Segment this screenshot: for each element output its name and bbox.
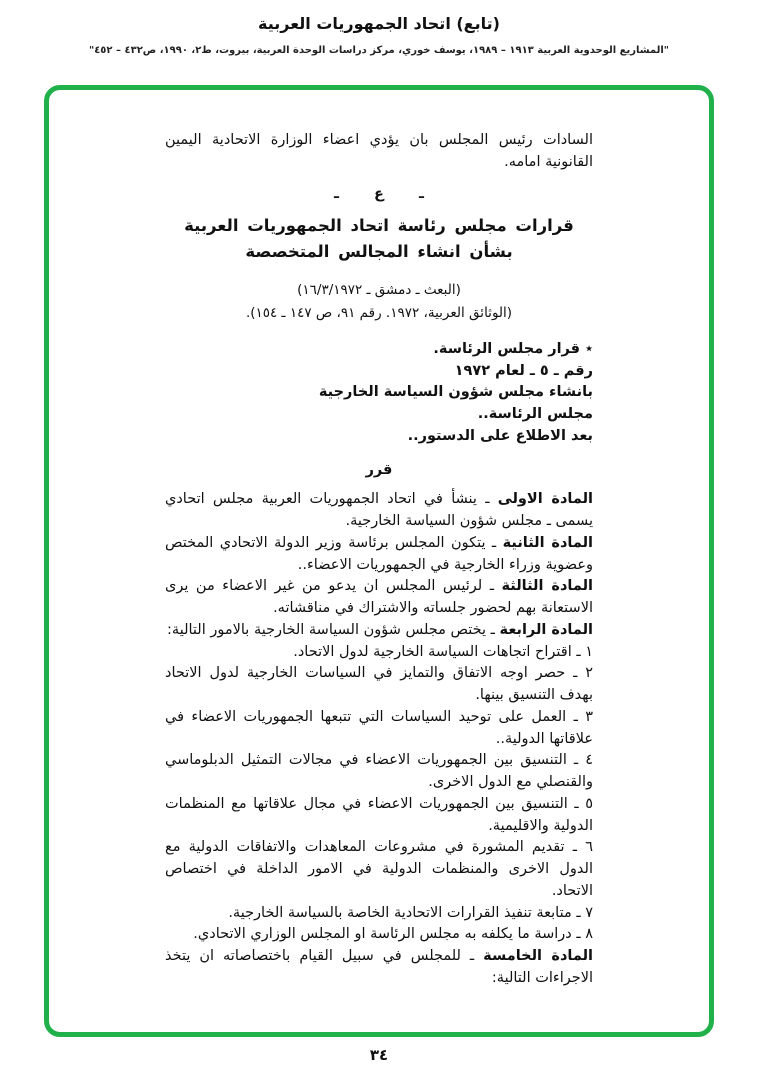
header-title: (تابع) اتحاد الجمهوريات العربية [258,14,500,33]
content-blocks [49,90,709,1020]
article-lead: المادة الخامسة [483,948,594,965]
numbered-item: ٤ ـ التنسيق بين الجمهوريات الاعضاء في مجالات التمثيل الدبلوماسي والقنصلي مع الدول الاخرى. [165,752,593,791]
numbered-item: ٣ ـ العمل على توحيد السياسات التي تتبعها الجمهوريات الاعضاء في علاقاتها الدولية.. [165,708,593,747]
numbered-item: ٥ ـ التنسيق بين الجمهوريات الاعضاء في مجال علاقاتها مع المنظمات الدولية والاقليمية. [165,795,593,834]
article-lead: المادة الثالثة [501,578,593,595]
numbered-item: ٢ ـ حصر اوجه الاتفاق والتمايز في السياسات الخارجية لدول الاتحاد بهدف التنسيق بينها. [165,665,593,704]
article-paragraph: المادة الثالثة ـ لرئيس المجلس ان يدعو من غير الاعضاء من يرى الاستعانة بهم لحضور جلساته والاشتراك في مناقشاته. [165,578,593,617]
section-divider: ـ ع ـ [334,185,424,202]
page-number: ٣٤ [369,1046,389,1064]
green-border-frame [44,85,714,1037]
decree-word: قرر [365,461,393,478]
decree-line: بعد الاطلاع على الدستور.. [407,427,593,444]
article-paragraph: المادة الخامسة ـ للمجلس في سبيل القيام باختصاصاته ان يتخذ الاجراءات التالية: [165,948,594,986]
article-paragraph: المادة الاولى ـ ينشأ في اتحاد الجمهوريات العربية مجلس اتحادي يسمى ـ مجلس شؤون السياسة الخارجية. [165,491,593,530]
article-paragraph: المادة الثانية ـ يتكون المجلس برئاسة وزير الدولة الاتحادي المختص وعضوية وزراء الخارجية في الجمهوريات الاعضاء.. [165,534,593,573]
paragraph: السادات رئيس المجلس بان يؤدي اعضاء الوزارة الاتحادية اليمين القانونية امامه. [165,132,593,170]
decree-line: ٭ قرار مجلس الرئاسة. [433,340,593,357]
numbered-item: ١ ـ اقتراح اتجاهات السياسة الخارجية لدول الاتحاد. [293,643,593,660]
document-title: قرارات مجلس رئاسة اتحاد الجمهوريات العربية [184,216,574,236]
decree-line: بانشاء مجلس شؤون السياسة الخارجية [318,384,593,401]
citation-line: (الوثائق العربية، ١٩٧٢. رقم ٩١، ص ١٤٧ ـ ١٥٤). [245,304,513,321]
document-title: بشأن انشاء المجالس المتخصصة [245,241,513,261]
numbered-item: ٧ ـ متابعة تنفيذ القرارات الاتحادية الخاصة بالسياسة الخارجية. [228,904,593,921]
header-citation: "المشاريع الوحدوية العربية ١٩١٣ – ١٩٨٩، يوسف خوري، مركز دراسات الوحدة العربية، بيروت، ط٢، ١٩٩٠، ص٤٣٢ – ٤٥٢" [88,45,670,56]
article-paragraph: المادة الرابعة ـ يختص مجلس شؤون السياسة الخارجية بالامور التالية: [167,621,593,638]
article-lead: المادة الرابعة [499,621,593,638]
numbered-item: ٦ ـ تقديم المشورة في مشروعات المعاهدات والاتفاقات الدولية مع الدول الاخرى والمنظمات الدولية في الامور الداخلة في اختصاص الاتحاد. [165,839,593,899]
numbered-item: ٨ ـ دراسة ما يكلفه به مجلس الرئاسة او المجلس الوزاري الاتحادي. [193,926,593,943]
decree-line: مجلس الرئاسة.. [477,406,593,423]
article-lead: المادة الاولى [497,491,593,508]
article-lead: المادة الثانية [502,534,593,551]
decree-line: رقم ـ ٥ ـ لعام ١٩٧٢ [454,362,593,379]
citation-line: (البعث ـ دمشق ـ ١٦/٣/١٩٧٢) [297,282,461,299]
page-header [0,0,758,58]
